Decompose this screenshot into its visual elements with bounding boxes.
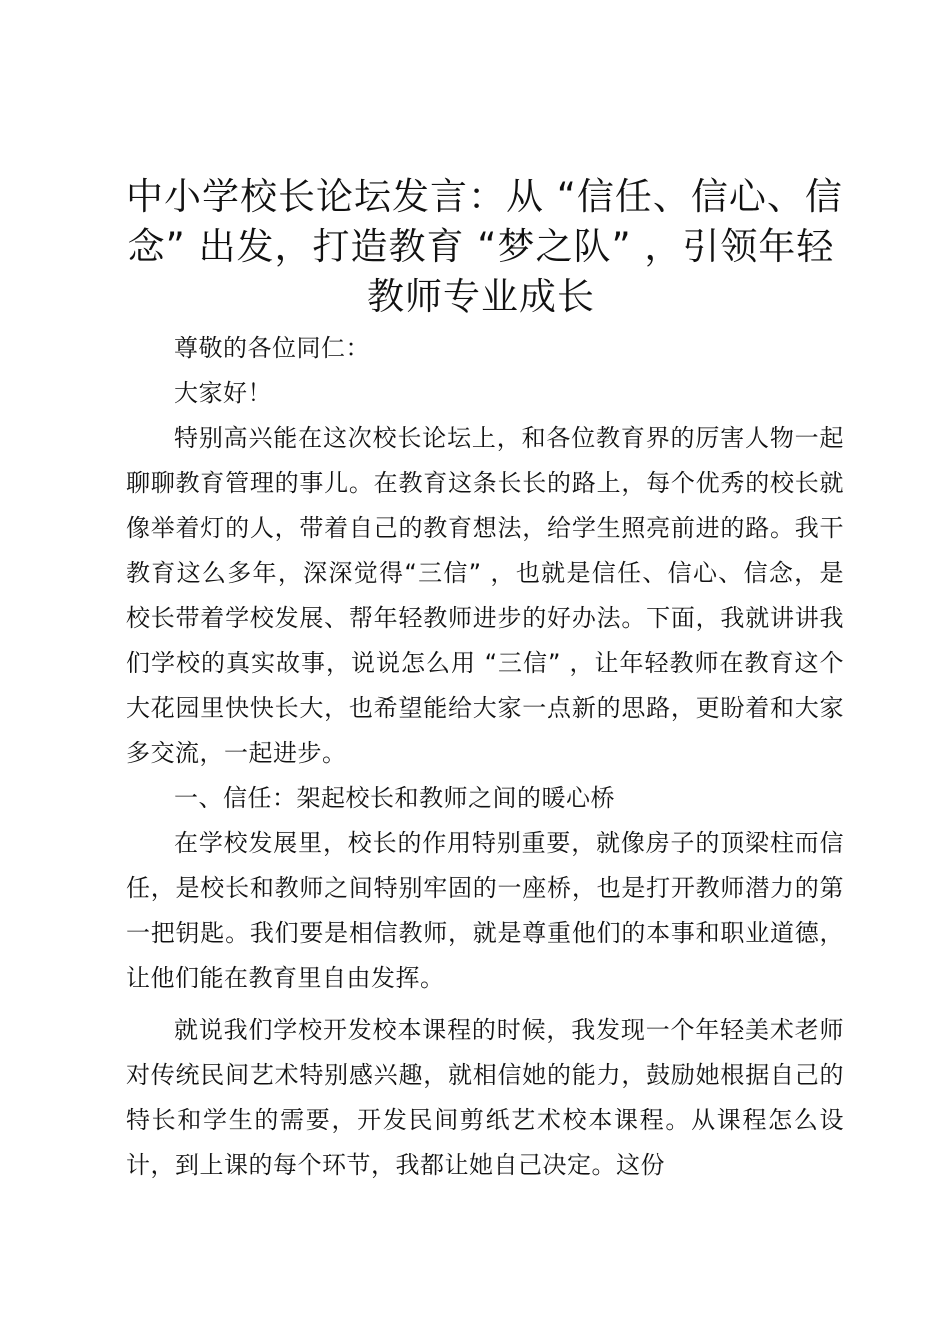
salutation: 尊敬的各位同仁：: [174, 334, 370, 362]
title-line-2: 念” 出发，打造教育 “梦之队” ，引领年轻: [127, 225, 835, 268]
intro-paragraph: 特别高兴能在这次校长论坛上，和各位教育界的厉害人物一起聊聊教育管理的事儿。在教育这条长长的路上，每个优秀的校长就像举着灯的人，带着自己的教育想法，给学生照亮前进的路。我干教育这么多年，深深觉得“三信” ，也就是信任、信心、信念，是校长带着学校发展、帮年轻教师进步的好办法。下面，我就讲讲我们学校的真实故事，说说怎么用 “三信” ，让年轻教师在教育这个大花园里快快长大，也希望能给大家一点新的思路，更盼着和大家多交流，一起进步。: [126, 424, 844, 767]
title-line-1: 中小学校长论坛发言：从 “信任、信心、信: [126, 175, 843, 218]
greeting: 大家好！: [174, 379, 272, 407]
body-paragraph: 就说我们学校开发校本课程的时候，我发现一个年轻美术老师对传统民间艺术特别感兴趣，就相信她的能力，鼓励她根据自己的特长和学生的需要，开发民间剪纸艺术校本课程。从课程怎么设计，到上课的每个环节，我都让她自己决定。这份: [126, 1016, 844, 1179]
section-heading: 一、信任：架起校长和教师之间的暖心桥: [174, 784, 615, 812]
document-body: [126, 326, 844, 1188]
title-line-3: 教师专业成长: [367, 275, 595, 318]
body-paragraph: 在学校发展里，校长的作用特别重要，就像房子的顶梁柱而信任，是校长和教师之间特别牢固的一座桥，也是打开教师潜力的第一把钥匙。我们要是相信教师，就是尊重他们的本事和职业道德，让他们能在教育里自由发挥。: [126, 829, 844, 992]
document-title: [126, 172, 843, 322]
